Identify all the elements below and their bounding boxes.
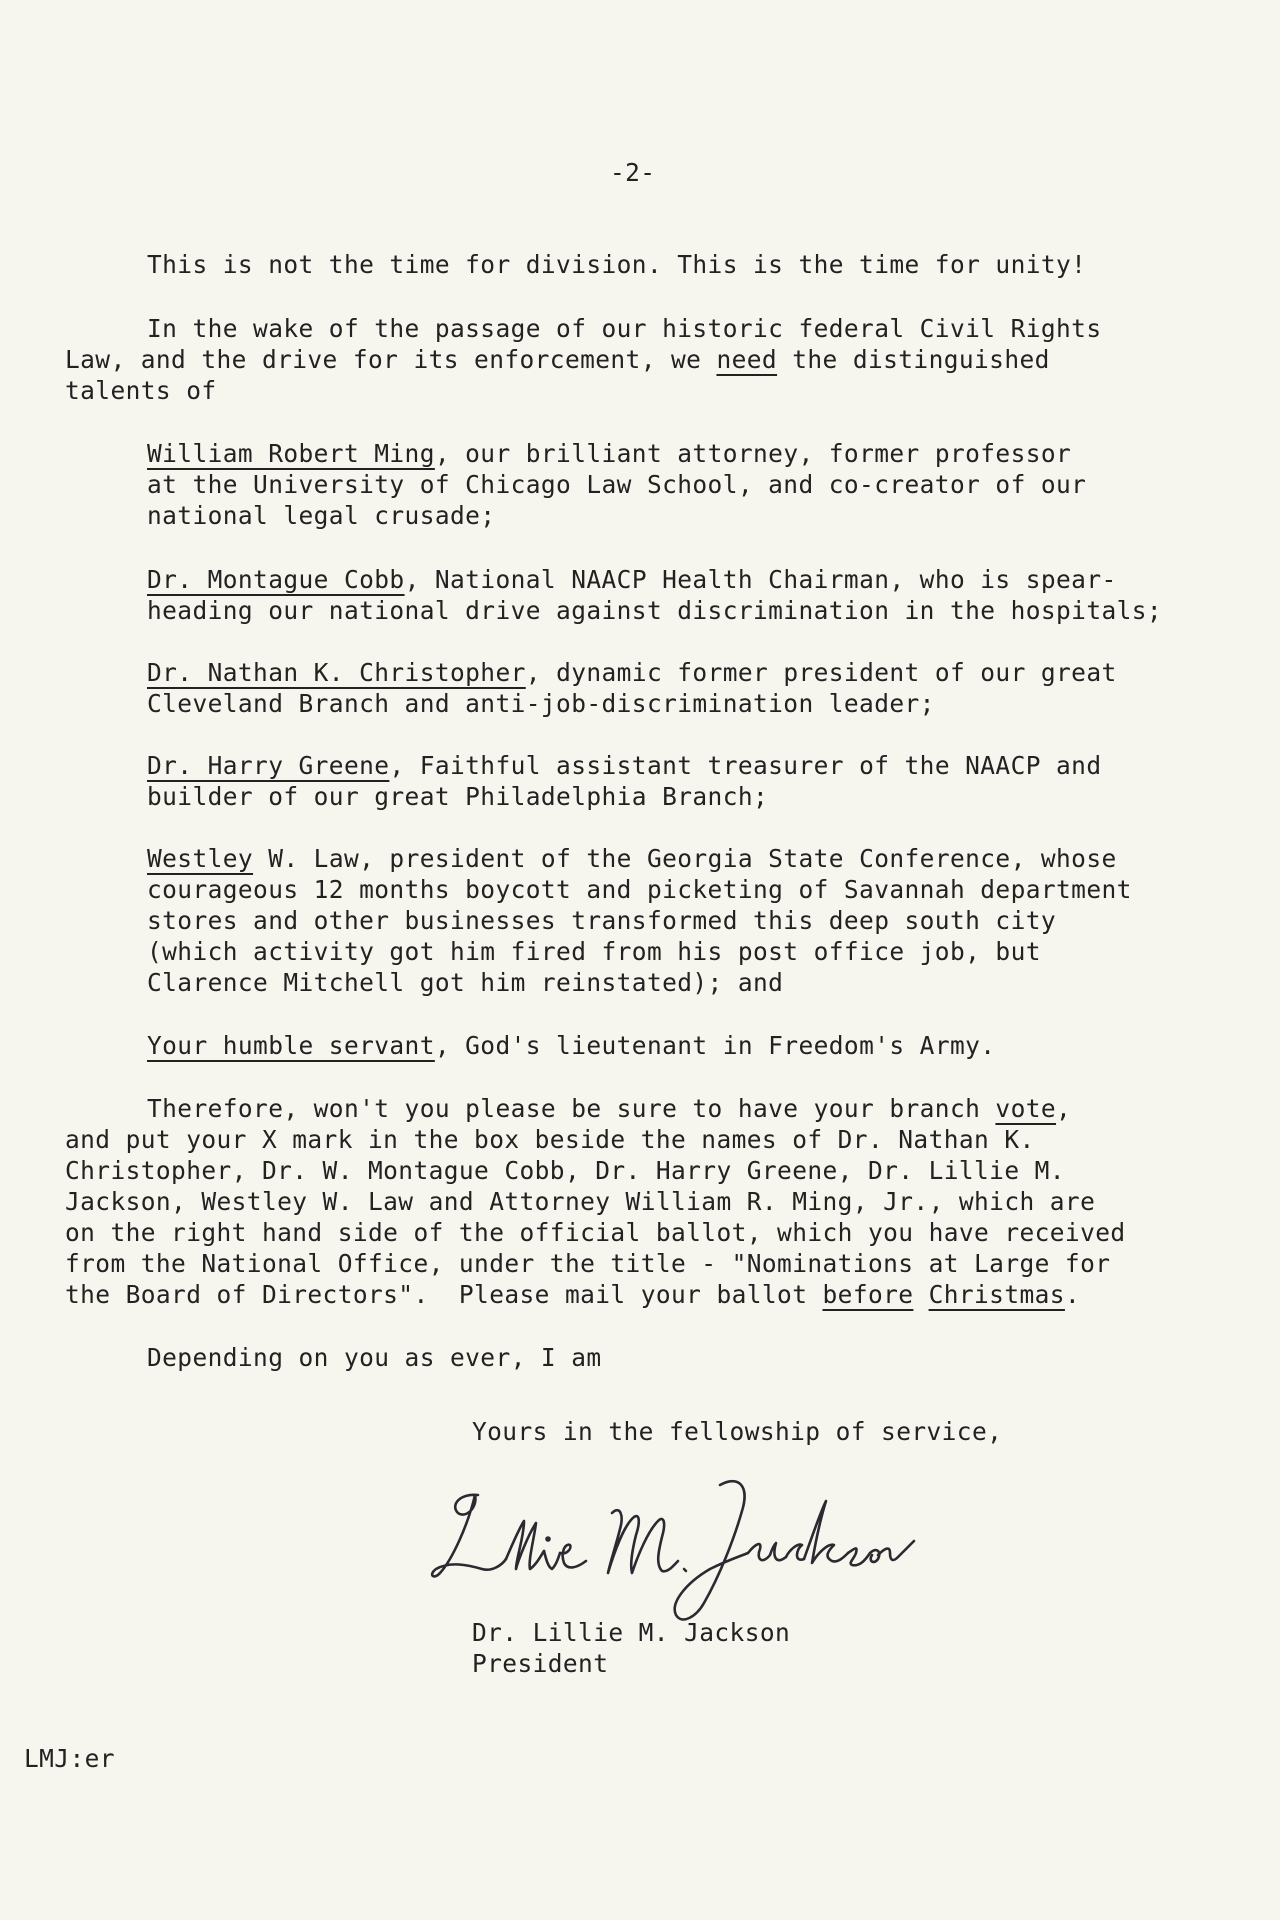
nominee-ming: William Robert Ming, our brilliant attorney, former professor <box>147 439 1072 468</box>
therefore-line-3: Christopher, Dr. W. Montague Cobb, Dr. Harry Greene, Dr. Lillie M. <box>65 1156 1065 1185</box>
intro-line-3: talents of <box>65 376 217 405</box>
vote-emphasis: vote <box>995 1094 1057 1123</box>
nominee-christopher: Dr. Nathan K. Christopher, dynamic former president of our great <box>147 658 1117 687</box>
depending-line: Depending on you as ever, I am <box>147 1343 602 1372</box>
therefore-line-5: on the right hand side of the official ballot, which you have received <box>65 1218 1126 1247</box>
nominee-law: Westley W. Law, president of the Georgia State Conference, whose <box>147 844 1117 873</box>
nominee-ming-line-2: at the University of Chicago Law School, and co-creator of our <box>147 470 1087 499</box>
signature <box>420 1465 920 1630</box>
nominee-name: Dr. Nathan K. Christopher <box>147 658 526 687</box>
therefore-line-6: from the National Office, under the title - "Nominations at Large for <box>65 1249 1111 1278</box>
nominee-name: Westley <box>147 844 254 873</box>
therefore-line-7: the Board of Directors". Please mail your ballot before Christmas. <box>65 1280 1081 1309</box>
nominee-christopher-line-2: Cleveland Branch and anti-job-discrimination leader; <box>147 689 935 718</box>
nominee-greene-line-2: builder of our great Philadelphia Branch; <box>147 782 769 811</box>
before-emphasis: before <box>822 1280 914 1309</box>
opening-line: This is not the time for division. This is the time for unity! <box>147 250 1087 279</box>
nominee-name: Your humble servant <box>147 1031 435 1060</box>
nominee-name: William Robert Ming <box>147 439 435 468</box>
nominee-jackson: Your humble servant, God's lieutenant in Freedom's Army. <box>147 1031 996 1060</box>
therefore-line-2: and put your X mark in the box beside the names of Dr. Nathan K. <box>65 1125 1035 1154</box>
nominee-law-line-2: courageous 12 months boycott and picketing of Savannah department <box>147 875 1132 904</box>
need-emphasis: need <box>716 345 778 374</box>
therefore-line-1: Therefore, won't you please be sure to have your branch vote, <box>147 1094 1072 1123</box>
intro-line-2: Law, and the drive for its enforcement, we need the distinguished <box>65 345 1050 374</box>
page-number: -2- <box>610 158 656 187</box>
signer-name: Dr. Lillie M. Jackson <box>472 1618 791 1647</box>
therefore-line-4: Jackson, Westley W. Law and Attorney William R. Ming, Jr., which are <box>65 1187 1096 1216</box>
nominee-law-line-3: stores and other businesses transformed this deep south city <box>147 906 1057 935</box>
nominee-name: Dr. Montague Cobb <box>147 565 405 594</box>
nominee-cobb-line-2: heading our national drive against discrimination in the hospitals; <box>147 596 1163 625</box>
christmas-emphasis: Christmas <box>928 1280 1065 1309</box>
intro-line-1: In the wake of the passage of our historic federal Civil Rights <box>147 314 1102 343</box>
closing: Yours in the fellowship of service, <box>472 1417 1003 1446</box>
nominee-cobb: Dr. Montague Cobb, National NAACP Health Chairman, who is spear- <box>147 565 1117 594</box>
nominee-name: Dr. Harry Greene <box>147 751 390 780</box>
typist-initials: LMJ:er <box>24 1744 115 1773</box>
nominee-law-line-4: (which activity got him fired from his post office job, but <box>147 937 1041 966</box>
nominee-ming-line-3: national legal crusade; <box>147 501 496 530</box>
nominee-greene: Dr. Harry Greene, Faithful assistant treasurer of the NAACP and <box>147 751 1102 780</box>
nominee-law-line-5: Clarence Mitchell got him reinstated); and <box>147 968 784 997</box>
signer-title: President <box>472 1649 609 1678</box>
